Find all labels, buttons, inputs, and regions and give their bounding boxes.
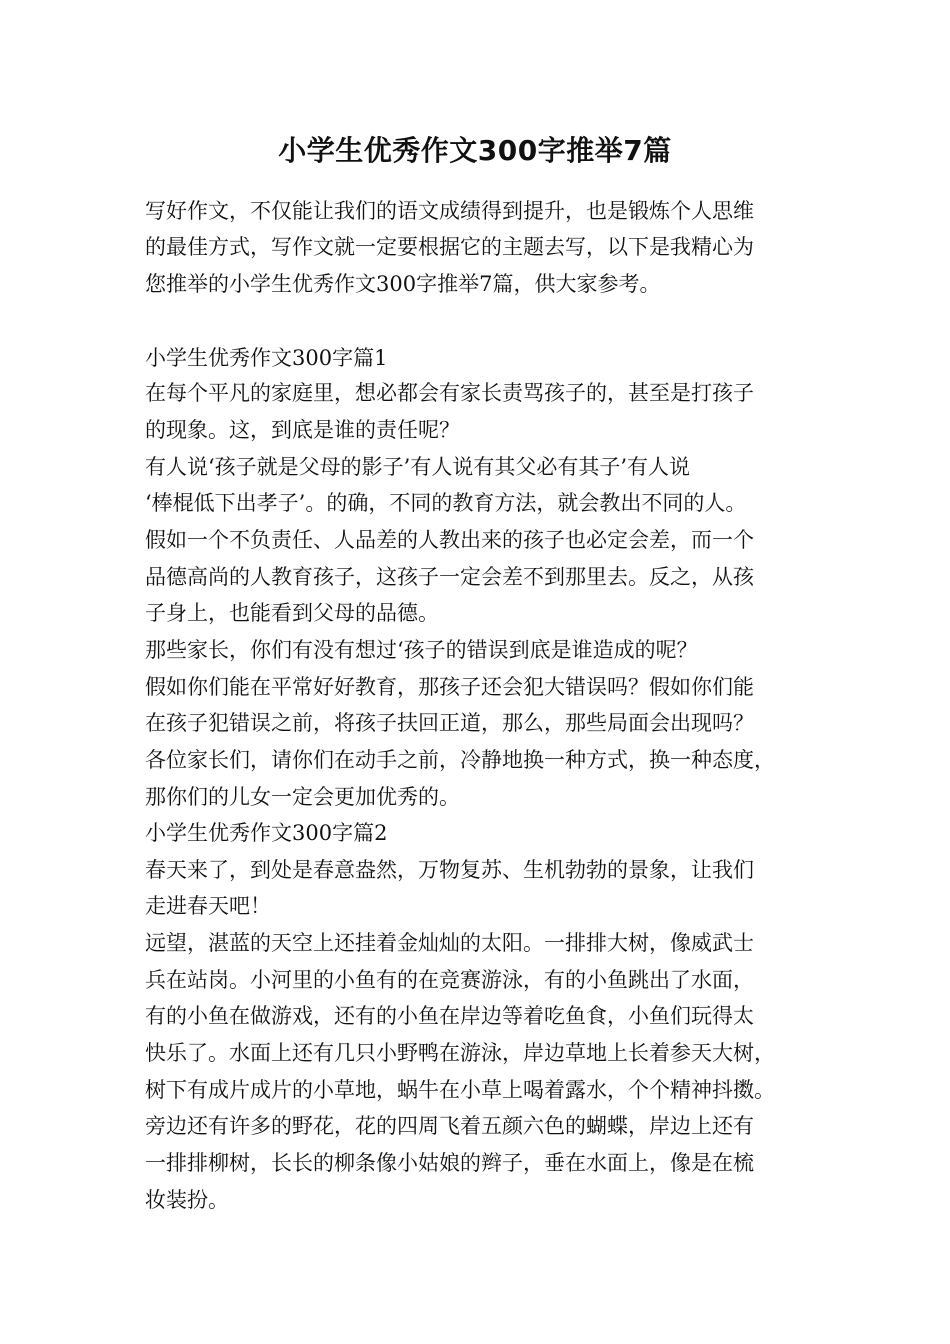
paragraph-line: 品德高尚的人教育孩子，这孩子一定会差不到那里去。反之，从孩 (145, 565, 754, 589)
paragraph-line: 各位家长们，请你们在动手之前，冷静地换一种方式，换一种态度， (145, 748, 775, 772)
paragraph-line: 在每个平凡的家庭里，想必都会有家长责骂孩子的，甚至是打孩子 (145, 381, 754, 405)
paragraph-line: ‘棒棍低下出孝子’。的确，不同的教育方法，就会教出不同的人。 (145, 491, 747, 515)
intro-line-3: 您推举的小学生优秀作文300字推举7篇，供大家参考。 (145, 272, 661, 296)
paragraph-line: 那些家长，你们有没有想过‘孩子的错误到底是谁造成的呢？ (145, 638, 698, 662)
paragraph-line: 远望，湛蓝的天空上还挂着金灿灿的太阳。一排排大树，像威武士 (145, 931, 754, 955)
paragraph-line: 的现象。这，到底是谁的责任呢？ (145, 418, 460, 442)
intro-line-1: 写好作文，不仅能让我们的语文成绩得到提升，也是锻炼个人思维 (145, 199, 754, 223)
paragraph-line: 子身上，也能看到父母的品德。 (145, 601, 439, 625)
paragraph-line: 有的小鱼在做游戏，还有的小鱼在岸边等着吃鱼食，小鱼们玩得太 (145, 1004, 754, 1028)
intro-line-2: 的最佳方式，写作文就一定要根据它的主题去写，以下是我精心为 (145, 235, 754, 259)
paragraph-line: 树下有成片成片的小草地，蜗牛在小草上喝着露水，个个精神抖擞。 (145, 1078, 775, 1102)
paragraph-line: 快乐了。水面上还有几只小野鸭在游泳，岸边草地上长着参天大树， (145, 1041, 775, 1065)
paragraph-line: 有人说‘孩子就是父母的影子’有人说有其父必有其子’有人说 (145, 455, 691, 479)
section-heading-1: 小学生优秀作文300字篇1 (145, 346, 388, 370)
paragraph-line: 假如你们能在平常好好教育，那孩子还会犯大错误吗？假如你们能 (145, 675, 754, 699)
paragraph-line: 一排排柳树，长长的柳条像小姑娘的辫子，垂在水面上，像是在梳 (145, 1151, 754, 1175)
paragraph-line: 走进春天吧！ (145, 894, 271, 918)
paragraph-line: 那你们的儿女一定会更加优秀的。 (145, 785, 460, 809)
paragraph-line: 妆装扮。 (145, 1188, 229, 1212)
paragraph-line: 假如一个不负责任、人品差的人教出来的孩子也必定会差，而一个 (145, 528, 754, 552)
paragraph-line: 旁边还有许多的野花，花的四周飞着五颜六色的蝴蝶，岸边上还有 (145, 1114, 754, 1138)
document-title: 小学生优秀作文300字推举7篇 (278, 134, 672, 167)
paragraph-line: 兵在站岗。小河里的小鱼有的在竞赛游泳，有的小鱼跳出了水面， (145, 968, 754, 992)
paragraph-line: 春天来了，到处是春意盎然，万物复苏、生机勃勃的景象，让我们 (145, 858, 754, 882)
paragraph-line: 在孩子犯错误之前，将孩子扶回正道，那么，那些局面会出现吗？ (145, 711, 754, 735)
section-heading-2: 小学生优秀作文300字篇2 (145, 821, 388, 845)
